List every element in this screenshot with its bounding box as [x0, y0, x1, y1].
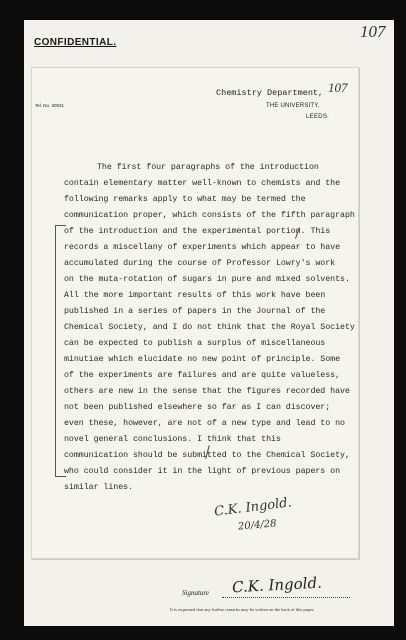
signature-line: [222, 597, 350, 598]
body-line: published in a series of papers in the Journal of the: [64, 307, 326, 316]
body-line: contain elementary matter well-known to chemists and the: [64, 179, 341, 188]
footer-note: It is requested that any further remarks may be written on the back of this paper.: [170, 607, 315, 612]
telephone-number: Tel. No. 30931: [35, 103, 65, 108]
body-line: accumulated during the course of Professor Lowry's work: [64, 259, 336, 268]
body-line: The first four paragraphs of the introduction: [97, 163, 319, 172]
body-line: not been published elsewhere so far as I can discover;: [64, 403, 331, 412]
body-line: on the muta-rotation of sugars in pure and mixed solvents.: [64, 275, 350, 284]
signature-label: Signature: [182, 589, 209, 597]
handwritten-date: 20/4/28: [237, 518, 277, 533]
signed-name: C.K. Ingold.: [231, 573, 323, 597]
body-line: others are new in the sense that the figures recorded have: [64, 387, 350, 396]
university-name: THE UNIVERSITY,: [266, 103, 320, 109]
panel-folio-number: 107: [328, 80, 348, 95]
handwritten-signature: C.K. Ingold.: [213, 495, 293, 520]
body-line: communication proper, which consists of the fifth paragraph: [64, 211, 355, 220]
body-line: of the experiments are failures and are quite valueless,: [64, 371, 341, 380]
body-line: who could consider it in the light of previous papers on: [64, 467, 341, 476]
confidential-heading: CONFIDENTIAL.: [34, 37, 117, 48]
body-line: communication should be submitted to the Chemical Society,: [64, 451, 350, 460]
department-name: Chemistry Department,: [216, 88, 324, 98]
body-line: novel general conclusions. I think that this: [64, 435, 281, 444]
city-name: LEEDS.: [306, 114, 330, 120]
folio-number: 107: [360, 22, 386, 41]
body-line: of the introduction and the experimental portion. This: [64, 227, 331, 236]
body-line: Chemical Society, and I do not think that the Royal Society: [64, 323, 355, 332]
body-line: can be expected to publish a surplus of miscellaneous: [64, 339, 326, 348]
body-line: records a miscellany of experiments which appear to have: [64, 243, 341, 252]
body-line: even these, however, are not of a new type and lead to no: [64, 419, 345, 428]
body-line: All the more important results of this work have been: [64, 291, 326, 300]
body-line: minutiae which elucidate no new point of principle. Some: [64, 355, 341, 364]
body-line: similar lines.: [64, 483, 134, 492]
body-line: following remarks apply to what may be termed the: [64, 195, 306, 204]
